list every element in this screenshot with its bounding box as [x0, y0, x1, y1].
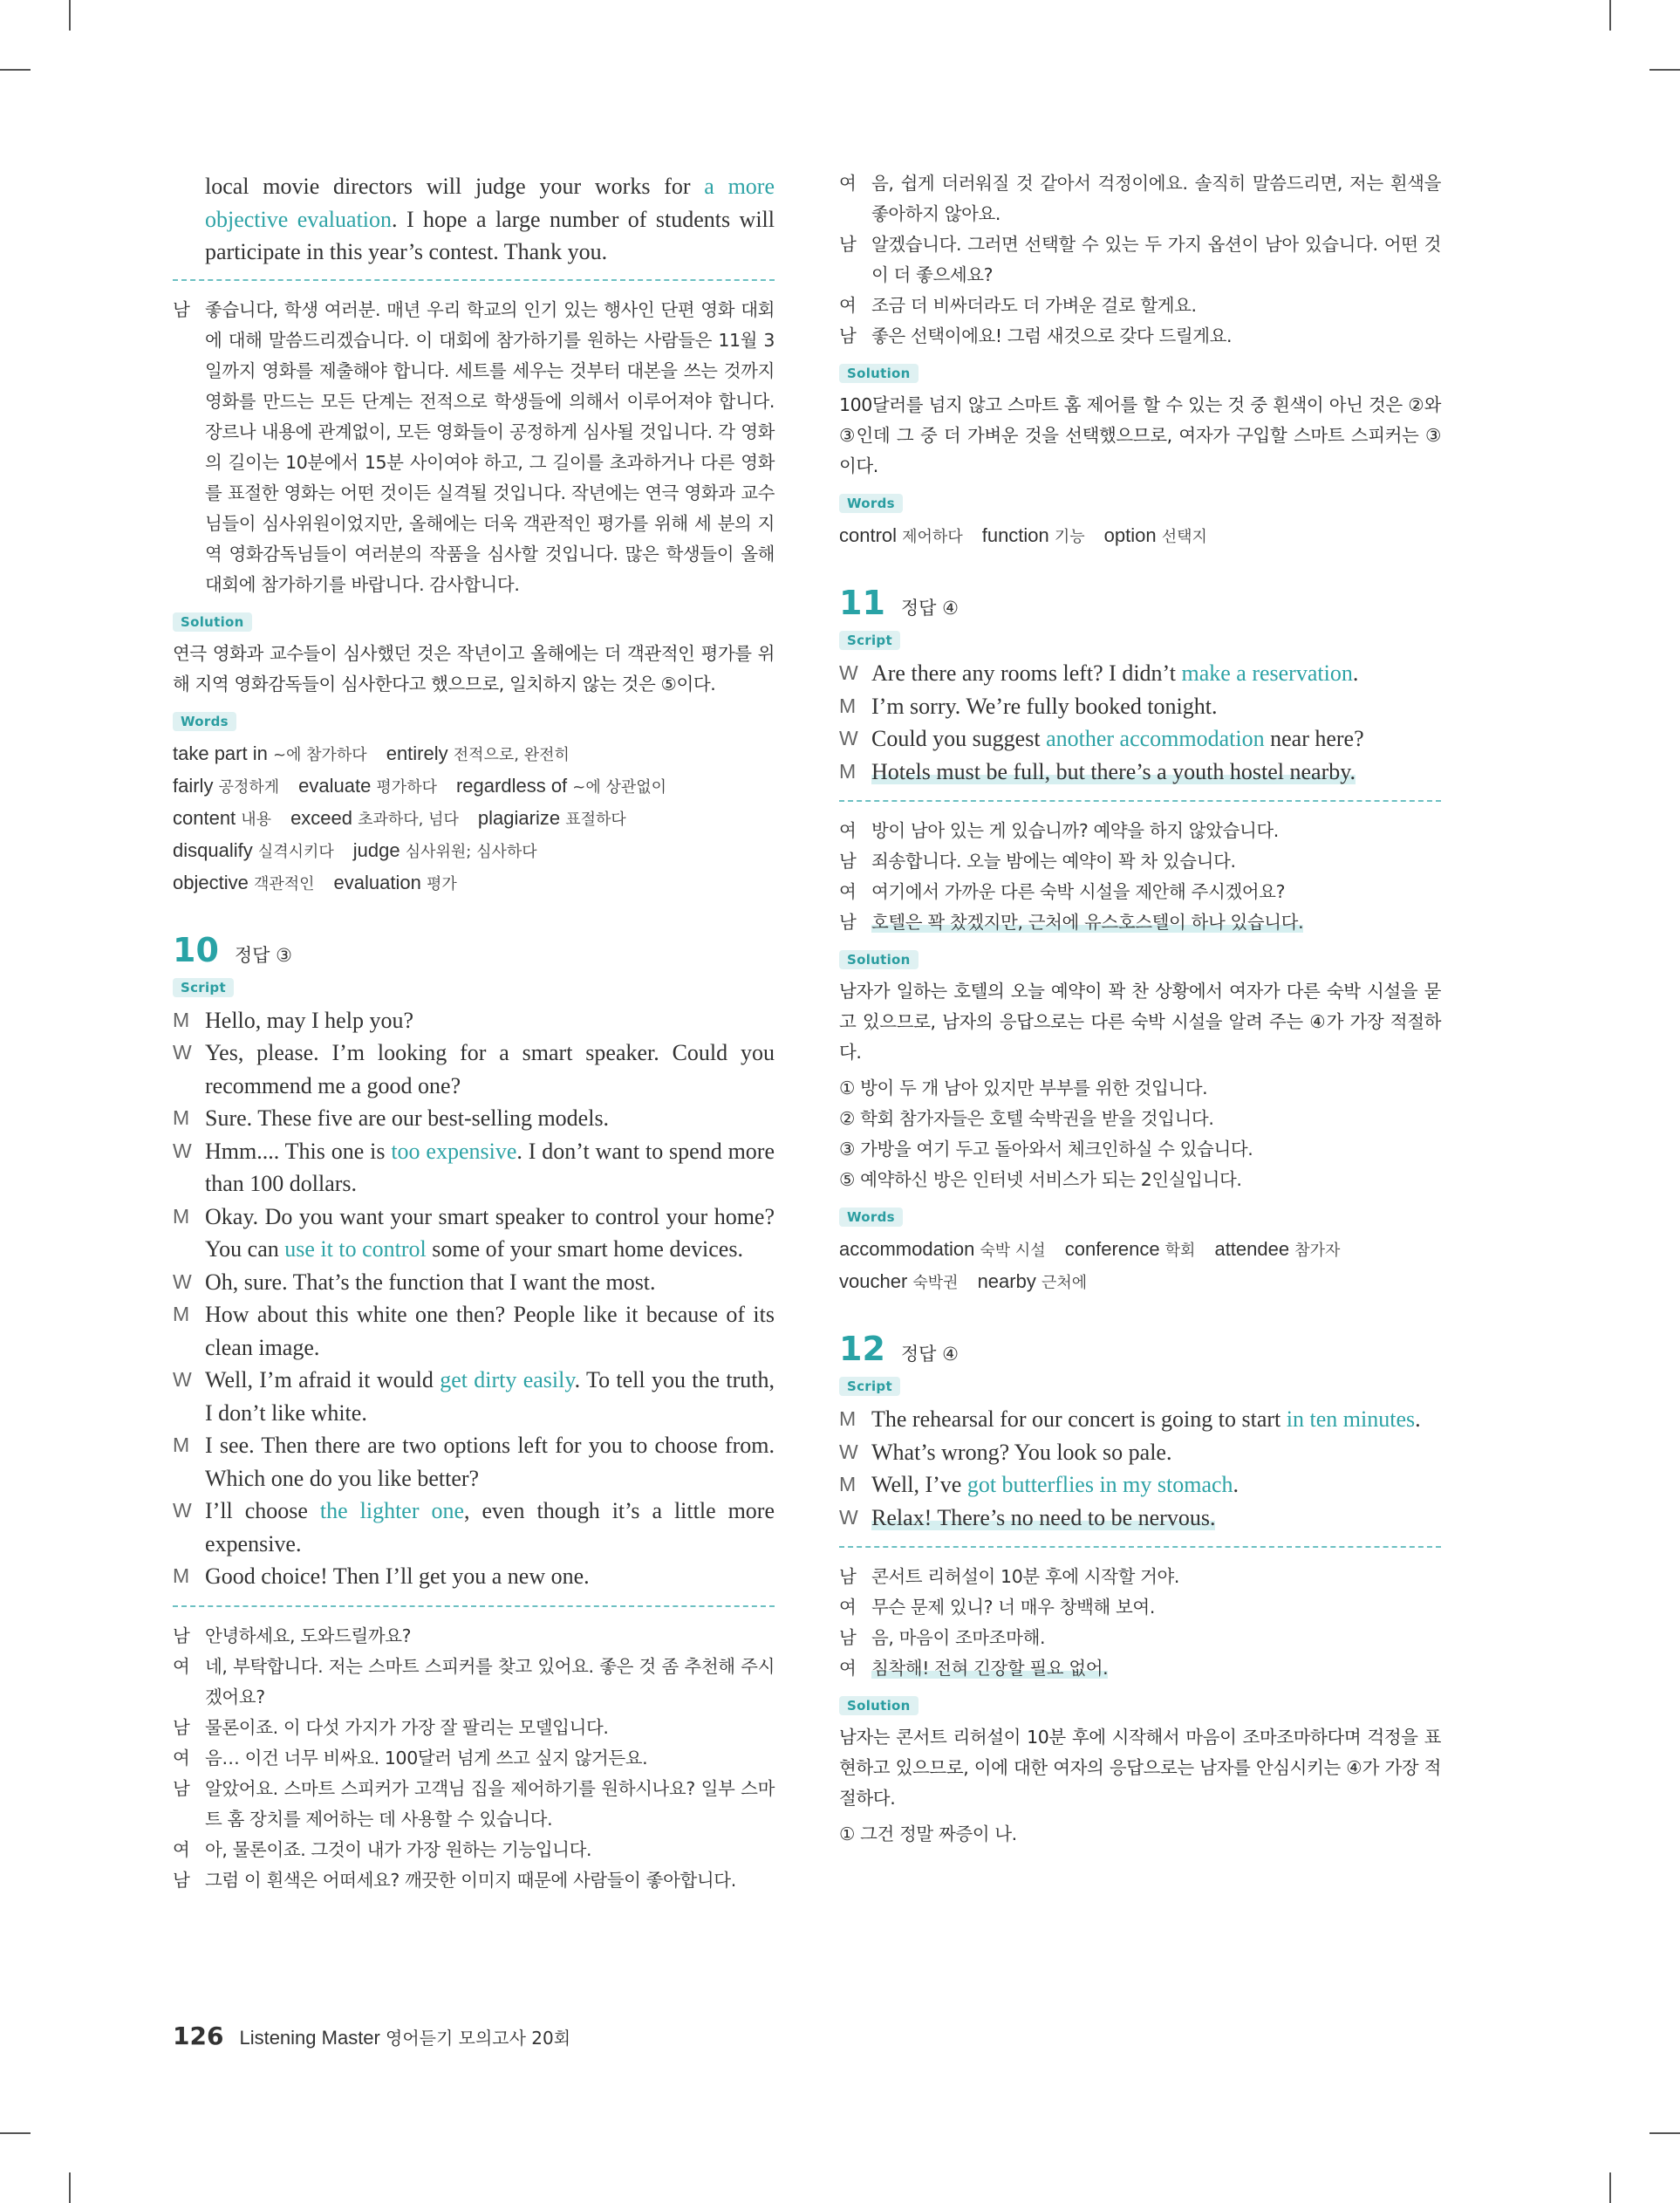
- word-korean: 참가자: [1294, 1242, 1341, 1260]
- script-phrase: some of your smart home devices.: [426, 1236, 743, 1262]
- word-korean: 선택지: [1161, 528, 1207, 546]
- word-english: attendee: [1214, 1238, 1295, 1260]
- crop-mark: [0, 69, 31, 71]
- script-phrase: Could you suggest: [871, 726, 1047, 751]
- book-title: Listening Master 영어듣기 모의고사 20회: [239, 2027, 571, 2049]
- script-phrase: I’ll choose: [205, 1498, 320, 1523]
- script-text: [871, 690, 1441, 723]
- translation-text: [871, 1653, 1441, 1684]
- q12-header: [839, 1330, 1441, 1368]
- translation-phrase: 음, 마음이 조마조마해.: [871, 1627, 1046, 1648]
- speaker-label: W: [173, 1041, 192, 1064]
- translation-phrase: 좋은 선택이에요! 그럼 새것으로 갖다 드릴게요.: [871, 325, 1233, 346]
- speaker-label: 여: [839, 1658, 857, 1679]
- translation-line: [839, 907, 1441, 938]
- script-line: [173, 1037, 775, 1102]
- script-line: [173, 1201, 775, 1266]
- crop-mark: [1649, 2132, 1680, 2134]
- speaker-label: W: [839, 1505, 858, 1529]
- q11-korean-translation: [839, 816, 1441, 938]
- script-text: [205, 1495, 775, 1560]
- question-number: 10: [173, 930, 219, 969]
- translation-phrase: 방이 남아 있는 게 있습니까? 예약을 하지 않았습니다.: [871, 820, 1279, 841]
- script-line: [173, 1429, 775, 1495]
- script-phrase: another accommodation: [1046, 726, 1265, 751]
- q11-script: [839, 657, 1441, 788]
- speaker-label: M: [173, 1008, 190, 1031]
- answer-label: 정답 ④: [900, 1344, 959, 1365]
- words-tag: Words: [173, 712, 236, 731]
- word-korean: 기능: [1054, 528, 1085, 546]
- speaker-label: 여: [173, 1747, 190, 1769]
- crop-mark: [0, 2132, 31, 2134]
- q12-script: [839, 1403, 1441, 1534]
- script-text: [871, 722, 1441, 756]
- script-phrase: near here?: [1264, 726, 1364, 751]
- script-phrase: in ten minutes: [1286, 1406, 1416, 1432]
- crop-mark: [69, 0, 71, 31]
- translation-text: [871, 907, 1441, 938]
- dashed-divider: [173, 1605, 775, 1607]
- q10-korean-translation: [173, 1621, 775, 1896]
- script-line: [173, 1560, 775, 1593]
- word-english: fairly: [173, 774, 219, 797]
- translation-text: [871, 229, 1441, 291]
- words-row: [173, 867, 775, 900]
- word-korean: 객관적인: [253, 874, 315, 893]
- words-row: [173, 738, 775, 770]
- speaker-label: M: [173, 1564, 190, 1587]
- answer-label: 정답 ④: [900, 598, 959, 619]
- script-phrase: Sure. These five are our best-selling models.: [205, 1105, 610, 1131]
- script-phrase: Yes, please. I’m looking for a smart speaker. Could you recommend me a good one?: [205, 1040, 775, 1098]
- script-text: [205, 1560, 775, 1593]
- speaker-label: M: [839, 1473, 857, 1495]
- script-line: [839, 690, 1441, 723]
- q10-korean-translation-continued: [839, 168, 1441, 352]
- speaker-label: W: [173, 1368, 192, 1391]
- speaker-label: 남: [839, 1566, 857, 1587]
- word-english: voucher: [839, 1270, 913, 1292]
- word-korean: 평가하다: [376, 777, 437, 797]
- word-korean: ~에 참가하다: [272, 745, 367, 764]
- option-line: ① 그건 정말 짜증이 나.: [839, 1823, 1017, 1844]
- translation-text: [205, 1865, 775, 1896]
- translation-text: [205, 1835, 775, 1865]
- word-english: content: [173, 806, 242, 829]
- word-english: evaluate: [298, 774, 377, 797]
- translation-text: [871, 291, 1441, 321]
- translation-line: [173, 1865, 775, 1896]
- word-korean: 숙박권: [912, 1274, 959, 1292]
- translation-line: [839, 291, 1441, 321]
- script-line: [173, 1102, 775, 1135]
- script-phrase: The rehearsal for our concert is going to start: [871, 1406, 1287, 1432]
- speaker-label: M: [173, 1204, 190, 1228]
- script-line: [839, 657, 1441, 690]
- words-row: [173, 803, 775, 835]
- translation-text: [871, 877, 1441, 907]
- word-korean: 전적으로, 완전히: [453, 745, 570, 764]
- translation-line: [173, 1774, 775, 1835]
- translation-line: [173, 1621, 775, 1652]
- q9-solution: 연극 영화과 교수들이 심사했던 것은 작년이고 올해에는 더 객관적인 평가를 위해 지역 영화감독들이 심사한다고 했으므로, 일치하지 않는 것은 ⑤이다.: [173, 642, 775, 694]
- translation-line: [173, 1743, 775, 1774]
- translation-line: [839, 1653, 1441, 1684]
- dashed-divider: [839, 800, 1441, 802]
- word-english: accommodation: [839, 1238, 980, 1260]
- dashed-divider: [839, 1546, 1441, 1548]
- translation-phrase: 음, 쉽게 더러워질 것 같아서 걱정이에요. 솔직히 말씀드리면, 저는 흰색을 좋아하지 않아요.: [871, 173, 1441, 224]
- word-korean: 숙박 시설: [980, 1242, 1046, 1260]
- script-phrase: the lighter one: [319, 1498, 464, 1523]
- translation-text: [205, 1774, 775, 1835]
- word-korean: 실격시키다: [257, 842, 334, 861]
- script-text: [871, 756, 1441, 789]
- translation-phrase: 그럼 이 흰색은 어떠세요? 깨끗한 이미지 때문에 사람들이 좋아합니다.: [205, 1869, 736, 1891]
- solution-tag: Solution: [839, 950, 919, 969]
- speaker-label: 여: [839, 820, 857, 841]
- word-english: function: [981, 524, 1055, 546]
- q10-solution: 100달러를 넘지 않고 스마트 홈 제어를 할 수 있는 것 중 흰색이 아닌 것은 ②와 ③인데 그 중 더 가벼운 것을 선택했으므로, 여자가 구입할 스마트 스피커는 ③이다.: [839, 394, 1441, 476]
- script-text: [871, 1436, 1441, 1469]
- script-line: [839, 722, 1441, 756]
- script-phrase: I’m sorry. We’re fully booked tonight.: [871, 693, 1218, 719]
- translation-phrase: 음… 이건 너무 비싸요. 100달러 넘게 쓰고 싶지 않거든요.: [205, 1747, 648, 1769]
- speaker-label: 여: [839, 881, 857, 902]
- intro-paragraph: local movie directors will judge your works for a more objective evaluation. I hope a large number of students will participate in this year’s contest. Thank you.: [205, 174, 775, 264]
- speaker-label: 여: [839, 1597, 857, 1618]
- translation-text: [871, 168, 1441, 229]
- translation-phrase: 물론이죠. 이 다섯 가지가 가장 잘 팔리는 모델입니다.: [205, 1716, 609, 1738]
- speaker-label: 남: [173, 1777, 190, 1799]
- speaker-label: W: [839, 661, 858, 684]
- script-phrase: got butterflies in my stomach: [966, 1472, 1233, 1497]
- translation-text: [205, 1652, 775, 1713]
- script-text: [205, 1102, 775, 1135]
- speaker-label: 여: [839, 173, 857, 194]
- script-text: [205, 1201, 775, 1266]
- option-line: ③ 가방을 여기 두고 돌아와서 체크인하실 수 있습니다.: [839, 1139, 1253, 1160]
- words-row: [173, 770, 775, 803]
- word-english: exceed: [290, 806, 359, 829]
- page-number: 126: [173, 2022, 224, 2050]
- q12-solution: 남자는 콘서트 리허설이 10분 후에 시작해서 마음이 조마조마하다며 걱정을 표현하고 있으므로, 이에 대한 여자의 응답으로는 남자를 안심시키는 ④가 가장 적절하다.: [839, 1727, 1441, 1809]
- translation-line: [839, 1623, 1441, 1653]
- script-text: [205, 1037, 775, 1102]
- q11-options: [839, 1073, 1441, 1195]
- speaker-label: W: [173, 1139, 192, 1162]
- script-tag: Script: [173, 978, 234, 997]
- script-phrase: Oh, sure. That’s the function that I want the most.: [205, 1269, 656, 1295]
- words-row: [839, 1266, 1441, 1298]
- speaker-label: 남: [173, 1869, 190, 1891]
- translation-text: [871, 321, 1441, 352]
- q12-korean-translation: [839, 1562, 1441, 1684]
- translation-line: [173, 1835, 775, 1865]
- speaker-label: W: [839, 1440, 858, 1463]
- word-english: plagiarize: [477, 806, 566, 829]
- script-text: [205, 1004, 775, 1037]
- word-english: evaluation: [333, 871, 427, 893]
- words-row: [839, 1234, 1441, 1266]
- script-tag: Script: [839, 1377, 900, 1396]
- speaker-label: 남: [839, 912, 857, 933]
- script-text: [871, 1502, 1441, 1535]
- script-line: [173, 1266, 775, 1299]
- translation-text: [205, 1621, 775, 1652]
- word-english: conference: [1064, 1238, 1165, 1260]
- script-line: [173, 1364, 775, 1429]
- translation-phrase: 네, 부탁합니다. 저는 스마트 스피커를 찾고 있어요. 좋은 것 좀 추천해 주시겠어요?: [205, 1655, 775, 1707]
- translation-phrase: 알겠습니다. 그러면 선택할 수 있는 두 가지 옵션이 남아 있습니다. 어떤 것이 더 좋으세요?: [871, 234, 1441, 285]
- translation-line: [839, 321, 1441, 352]
- translation-line: [839, 1592, 1441, 1623]
- script-text: [871, 1403, 1441, 1436]
- translation-phrase: 죄송합니다. 오늘 밤에는 예약이 꽉 차 있습니다.: [871, 851, 1236, 872]
- word-korean: 제어하다: [902, 528, 963, 546]
- script-phrase: Well, I’m afraid it would: [205, 1367, 440, 1392]
- script-phrase: I see. Then there are two options left for you to choose from. Which one do you like better?: [205, 1433, 775, 1491]
- speaker-label: 남: [839, 325, 857, 346]
- script-line: [839, 756, 1441, 789]
- script-phrase: Hotels must be full, but there’s a youth hostel nearby.: [871, 758, 1356, 784]
- script-phrase: Hello, may I help you?: [205, 1007, 413, 1033]
- translation-text: [871, 1562, 1441, 1592]
- word-korean: 평가: [426, 874, 457, 893]
- script-phrase: Are there any rooms left? I didn’t: [871, 660, 1182, 686]
- speaker-label: 남: [173, 1716, 190, 1738]
- translation-line: [839, 229, 1441, 291]
- dashed-divider: [173, 279, 775, 281]
- words-row: [839, 520, 1441, 552]
- word-korean: 학회: [1164, 1242, 1196, 1260]
- script-phrase: too expensive: [391, 1138, 517, 1164]
- script-phrase: How about this white one then? People like it because of its clean image.: [205, 1302, 775, 1360]
- q10-words: [839, 520, 1441, 552]
- words-row: [173, 835, 775, 867]
- translation-phrase: 무슨 문제 있니? 너 매우 창백해 보여.: [871, 1597, 1155, 1618]
- script-text: [205, 1364, 775, 1429]
- script-tag: Script: [839, 631, 900, 650]
- speaker-label: M: [839, 694, 857, 717]
- script-line: [839, 1468, 1441, 1502]
- translation-text: [205, 1743, 775, 1774]
- translation-line: [839, 816, 1441, 846]
- speaker-label: M: [173, 1433, 190, 1456]
- option-line: ① 방이 두 개 남아 있지만 부부를 위한 것입니다.: [839, 1078, 1208, 1098]
- speaker-label: M: [173, 1106, 190, 1129]
- word-korean: 근처에: [1041, 1274, 1088, 1292]
- speaker-label: W: [839, 727, 858, 749]
- script-line: [839, 1502, 1441, 1535]
- translation-line: [839, 1562, 1441, 1592]
- translation-phrase: 침착해! 전혀 긴장할 필요 없어.: [871, 1658, 1109, 1679]
- speaker-label: 남: [173, 1625, 190, 1646]
- crop-mark: [69, 2172, 71, 2203]
- script-phrase: make a reservation: [1181, 660, 1353, 686]
- crop-mark: [1649, 69, 1680, 71]
- speaker-label: 여: [173, 1838, 190, 1860]
- translation-text: [871, 846, 1441, 877]
- word-english: nearby: [977, 1270, 1041, 1292]
- script-phrase: , even though it’s a little more expensive.: [205, 1498, 775, 1556]
- translation-phrase: 여기에서 가까운 다른 숙박 시설을 제안해 주시겠어요?: [871, 881, 1286, 902]
- script-text: [871, 657, 1441, 690]
- word-english: option: [1103, 524, 1162, 546]
- speaker-label: 여: [173, 1655, 190, 1677]
- translation-line: [173, 1713, 775, 1743]
- solution-tag: Solution: [839, 364, 919, 383]
- word-english: entirely: [386, 742, 454, 764]
- translation-line: [839, 846, 1441, 877]
- crop-mark: [1609, 0, 1611, 31]
- left-column: [173, 170, 775, 1896]
- script-text: [205, 1266, 775, 1299]
- option-line: ⑤ 예약하신 방은 인터넷 서비스가 되는 2인실입니다.: [839, 1169, 1242, 1190]
- script-text: [871, 1468, 1441, 1502]
- word-korean: 표절하다: [565, 810, 626, 829]
- word-korean: 공정하게: [218, 777, 280, 797]
- script-line: [839, 1436, 1441, 1469]
- translation-text: [871, 1592, 1441, 1623]
- speaker-label: 남: [839, 1627, 857, 1648]
- translation-text: [871, 1623, 1441, 1653]
- translation-phrase: 알았어요. 스마트 스피커가 고객님 집을 제어하기를 원하시나요? 일부 스마트 홈 장치를 제어하는 데 사용할 수 있습니다.: [205, 1777, 775, 1830]
- script-line: [839, 1403, 1441, 1436]
- q12-options: [839, 1819, 1441, 1850]
- q11-solution: 남자가 일하는 호텔의 오늘 예약이 꽉 찬 상황에서 여자가 다른 숙박 시설을 묻고 있으므로, 남자의 응답으로는 다른 숙박 시설을 알려 주는 ④가 가장 적절하다.: [839, 981, 1441, 1063]
- words-tag: Words: [839, 1208, 903, 1227]
- words-tag: Words: [839, 494, 903, 513]
- speaker-label: M: [173, 1303, 190, 1325]
- word-english: objective: [173, 871, 254, 893]
- q11-words: [839, 1234, 1441, 1298]
- word-korean: 심사위원; 심사하다: [405, 842, 537, 861]
- speaker-label: 남: [839, 234, 857, 255]
- translation-text: [205, 1713, 775, 1743]
- word-korean: ~에 상관없이: [572, 777, 667, 797]
- q9-words: [173, 738, 775, 900]
- answer-label: 정답 ③: [234, 944, 292, 966]
- script-text: [205, 1429, 775, 1495]
- page-footer: [173, 2022, 570, 2050]
- translation-line: [839, 168, 1441, 229]
- speaker-label: W: [173, 1269, 192, 1293]
- word-english: take part in: [173, 742, 273, 764]
- script-phrase: use it to control: [284, 1236, 427, 1262]
- script-phrase: .: [1233, 1472, 1240, 1497]
- script-phrase: Well, I’ve: [871, 1472, 967, 1497]
- speaker-label: 남: [839, 851, 857, 872]
- word-english: disqualify: [173, 838, 258, 861]
- word-korean: 내용: [241, 810, 272, 829]
- speaker-label: M: [839, 759, 857, 783]
- speaker-label: 여: [839, 295, 857, 316]
- script-line: [173, 1495, 775, 1560]
- script-line: [173, 1004, 775, 1037]
- speaker-label: M: [839, 1407, 857, 1430]
- script-phrase: . To tell you the truth, I don’t like white.: [205, 1367, 775, 1426]
- translation-phrase: 조금 더 비싸더라도 더 가벼운 걸로 할게요.: [871, 295, 1197, 316]
- speaker-label: W: [173, 1499, 192, 1522]
- script-phrase: Okay. Do you want your smart speaker to control your home? You can: [205, 1203, 775, 1262]
- translation-text: [871, 816, 1441, 846]
- word-english: control: [839, 524, 903, 546]
- right-column: [839, 168, 1441, 1850]
- translation-phrase: 호텔은 꽉 찼겠지만, 근처에 유스호스텔이 하나 있습니다.: [871, 912, 1304, 933]
- solution-tag: Solution: [173, 612, 252, 632]
- script-text: [205, 1298, 775, 1364]
- translation-phrase: 안녕하세요, 도와드릴까요?: [205, 1625, 412, 1646]
- option-line: ② 학회 참가자들은 호텔 숙박권을 받을 것입니다.: [839, 1108, 1214, 1129]
- script-phrase: .: [1415, 1406, 1421, 1432]
- translation-line: [173, 1652, 775, 1713]
- word-korean: 초과하다, 넘다: [358, 810, 459, 829]
- q9-korean-translation: 남 좋습니다, 학생 여러분. 매년 우리 학교의 인기 있는 행사인 단편 영화 대회에 대해 말씀드리겠습니다. 이 대회에 참가하기를 원하는 사람들은 11월 3일까지 영화를 제출해야 합니다. 세트를 세우는 것부터 대본을 쓰는 것까지 영화를 만드는 모든 단계는 전적으로 학생들에 의해서 이루어져야 합니다. 장르나 내용에 관계없이, 모든 영화들이 공정하게 심사될 것입니다. 각 영화의 길이는 10분에서 15분 사이여야 하고, 그 길이를 초과하거나 다른 영화를 표절한 영화는 어떤 것이든 실격될 것입니다. 작년에는 연극 영화과 교수님들이 심사위원이었지만, 올해에는 더욱 객관적인 평가를 위해 세 분의 지역 영화감독님들이 여러분의 작품을 심사할 것입니다. 많은 학생들이 올해 대회에 참가하기를 바랍니다. 감사합니다.: [173, 298, 775, 595]
- crop-mark: [1609, 2172, 1611, 2203]
- script-phrase: get dirty easily: [440, 1367, 575, 1392]
- script-phrase: Hmm.... This one is: [205, 1138, 392, 1164]
- word-english: regardless of: [455, 774, 573, 797]
- script-text: [205, 1135, 775, 1201]
- script-phrase: Relax! There’s no need to be nervous.: [871, 1504, 1216, 1530]
- script-phrase: Good choice! Then I’ll get you a new one.: [205, 1563, 590, 1589]
- translation-phrase: 콘서트 리허설이 10분 후에 시작할 거야.: [871, 1566, 1180, 1587]
- solution-tag: Solution: [839, 1696, 919, 1715]
- question-number: 11: [839, 584, 885, 622]
- q11-header: [839, 584, 1441, 622]
- q10-header: [173, 931, 775, 969]
- word-english: judge: [352, 838, 406, 861]
- translation-phrase: 아, 물론이죠. 그것이 내가 가장 원하는 기능입니다.: [205, 1838, 592, 1860]
- translation-line: [839, 877, 1441, 907]
- question-number: 12: [839, 1330, 885, 1368]
- script-line: [173, 1298, 775, 1364]
- script-phrase: . I don’t want to spend more than 100 dollars.: [205, 1138, 775, 1196]
- script-line: [173, 1135, 775, 1201]
- script-phrase: What’s wrong? You look so pale.: [871, 1439, 1172, 1465]
- q10-script: [173, 1004, 775, 1593]
- script-phrase: .: [1352, 660, 1359, 686]
